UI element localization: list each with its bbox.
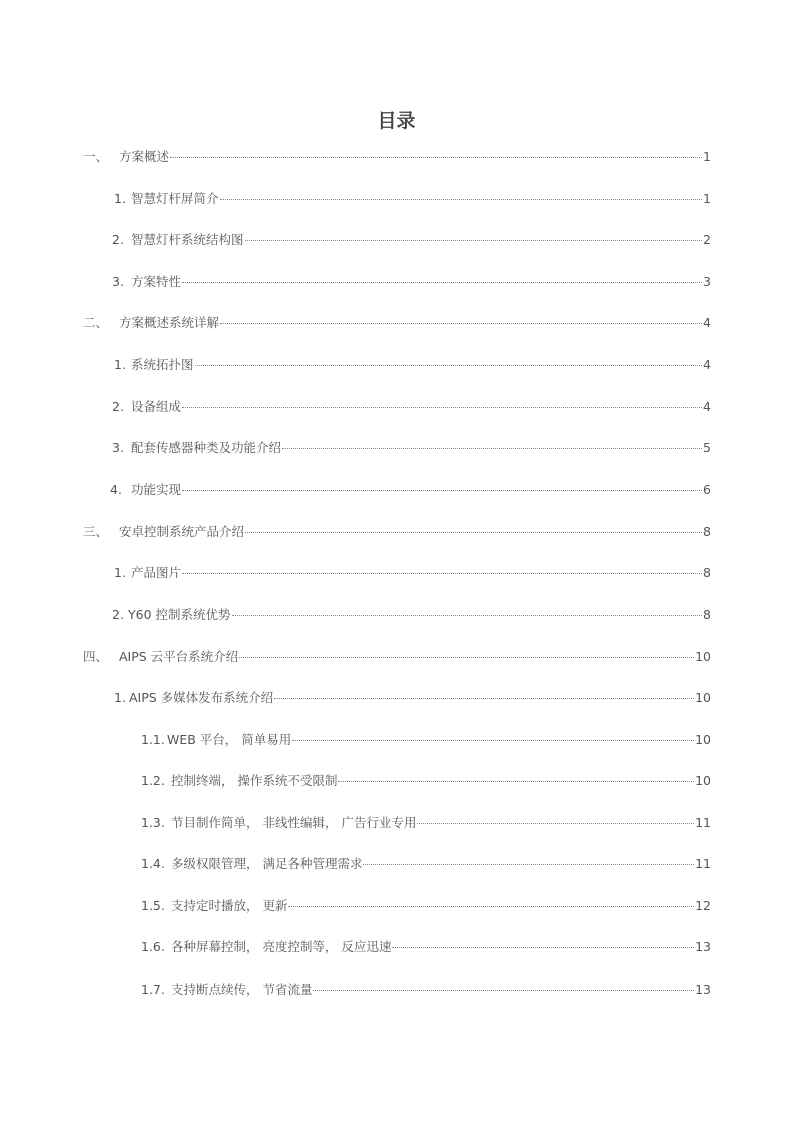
toc-entry-label: AIPS 云平台系统介绍 xyxy=(119,649,239,664)
toc-leader xyxy=(232,615,703,616)
toc-entry-label: Y60 控制系统优势 xyxy=(128,607,231,622)
toc-leader xyxy=(292,740,694,741)
toc-entry[interactable] xyxy=(141,898,711,914)
toc-leader xyxy=(392,947,694,948)
toc-entry[interactable] xyxy=(83,524,711,540)
toc-entry[interactable] xyxy=(141,856,711,872)
toc-entry-page: 12 xyxy=(695,898,711,913)
toc-leader xyxy=(220,323,702,324)
toc-entry-label: 支持定时播放， 更新 xyxy=(171,898,288,913)
toc-entry-number: 三、 xyxy=(83,524,109,539)
toc-title: 目录 xyxy=(377,110,416,132)
toc-leader xyxy=(182,282,702,283)
toc-entry-page: 8 xyxy=(703,565,711,580)
toc-entry-number: 1.1. xyxy=(141,732,165,747)
toc-leader xyxy=(170,157,702,158)
toc-entry-page: 10 xyxy=(695,732,711,747)
toc-entry-number: 1. xyxy=(114,690,126,705)
toc-entry-number: 3. xyxy=(112,440,124,455)
toc-entry[interactable] xyxy=(83,149,711,165)
toc-entry-label: 配套传感器种类及功能介绍 xyxy=(131,440,282,455)
toc-entry-label: 智慧灯杆系统结构图 xyxy=(131,232,244,247)
toc-entry-number: 四、 xyxy=(83,649,109,664)
toc-entry-page: 4 xyxy=(703,399,711,414)
toc-entry-number: 1. xyxy=(114,191,126,206)
toc-entry[interactable] xyxy=(83,315,711,331)
toc-entry-page: 8 xyxy=(703,607,711,622)
toc-leader xyxy=(282,448,702,449)
toc-entry-page: 2 xyxy=(703,232,711,247)
toc-leader xyxy=(274,698,694,699)
toc-entry-number: 1.7. xyxy=(141,982,165,997)
toc-entry-page: 13 xyxy=(695,939,711,954)
toc-entry-number: 2. xyxy=(112,399,124,414)
toc-entry-number: 一、 xyxy=(83,149,109,164)
toc-entry[interactable] xyxy=(112,399,711,415)
toc-entry[interactable] xyxy=(114,565,711,581)
toc-entry-number: 4. xyxy=(110,482,122,497)
toc-entry-number: 1.3. xyxy=(141,815,165,830)
toc-entry-number: 1.5. xyxy=(141,898,165,913)
toc-entry-label: 方案概述 xyxy=(119,149,170,164)
toc-leader xyxy=(182,573,702,574)
toc-entry-label: 设备组成 xyxy=(131,399,182,414)
toc-entry[interactable] xyxy=(114,690,711,706)
toc-leader xyxy=(239,657,694,658)
toc-leader xyxy=(182,490,702,491)
toc-entry-label: 各种屏幕控制， 亮度控制等， 反应迅速 xyxy=(171,939,392,954)
toc-entry-label: 功能实现 xyxy=(131,482,182,497)
toc-entry[interactable] xyxy=(114,357,711,373)
toc-entry-page: 11 xyxy=(695,856,711,871)
toc-entry-label: 方案特性 xyxy=(131,274,182,289)
toc-leader xyxy=(182,407,702,408)
toc-entry-page: 6 xyxy=(703,482,711,497)
toc-entry-number: 2. xyxy=(112,232,124,247)
toc-entry-label: 方案概述系统详解 xyxy=(119,315,220,330)
toc-entry-page: 4 xyxy=(703,357,711,372)
toc-entry-label: 智慧灯杆屏简介 xyxy=(131,191,219,206)
toc-entry[interactable] xyxy=(112,607,711,623)
toc-entry-number: 1.4. xyxy=(141,856,165,871)
toc-entry-page: 8 xyxy=(703,524,711,539)
toc-leader xyxy=(245,532,702,533)
toc-entry[interactable] xyxy=(141,773,711,789)
toc-entry-number: 1.6. xyxy=(141,939,165,954)
toc-leader xyxy=(220,199,703,200)
toc-leader xyxy=(313,990,694,991)
toc-entry-page: 5 xyxy=(703,440,711,455)
toc-entry-page: 3 xyxy=(703,274,711,289)
toc-leader xyxy=(195,365,703,366)
toc-entry[interactable] xyxy=(112,440,711,456)
toc-entry-label: 产品图片 xyxy=(131,565,182,580)
toc-entry-label: WEB 平台， 简单易用 xyxy=(167,732,292,747)
toc-entry-label: 系统拓扑图 xyxy=(131,357,194,372)
toc-entry-page: 11 xyxy=(695,815,711,830)
toc-entry[interactable] xyxy=(112,232,711,248)
toc-entry-page: 10 xyxy=(695,649,711,664)
toc-entry[interactable] xyxy=(83,649,711,665)
toc-entry[interactable] xyxy=(141,815,711,831)
toc-entry[interactable] xyxy=(141,732,711,748)
toc-leader xyxy=(338,781,694,782)
toc-entry-label: AIPS 多媒体发布系统介绍 xyxy=(129,690,274,705)
toc-entry-number: 1.2. xyxy=(141,773,165,788)
toc-entry[interactable] xyxy=(110,482,711,498)
toc-entry-number: 1. xyxy=(114,565,126,580)
toc-leader xyxy=(245,240,703,241)
toc-leader xyxy=(363,864,694,865)
toc-entry-label: 支持断点续传， 节省流量 xyxy=(171,982,313,997)
toc-entry[interactable] xyxy=(141,939,711,955)
toc-entry-number: 3. xyxy=(112,274,124,289)
toc-entry[interactable] xyxy=(141,982,711,998)
toc-entry-label: 控制终端， 操作系统不受限制 xyxy=(171,773,338,788)
toc-entry-page: 10 xyxy=(695,690,711,705)
toc-entry-label: 多级权限管理， 满足各种管理需求 xyxy=(171,856,363,871)
toc-entry[interactable] xyxy=(112,274,711,290)
toc-entry-page: 1 xyxy=(703,191,711,206)
toc-leader xyxy=(417,823,694,824)
toc-entry-page: 10 xyxy=(695,773,711,788)
toc-entry-page: 4 xyxy=(703,315,711,330)
toc-entry-page: 1 xyxy=(703,149,711,164)
toc-entry[interactable] xyxy=(114,191,711,207)
toc-entry-page: 13 xyxy=(695,982,711,997)
toc-leader xyxy=(288,906,694,907)
toc-entry-label: 节目制作简单， 非线性编辑， 广告行业专用 xyxy=(171,815,417,830)
toc-entry-label: 安卓控制系统产品介绍 xyxy=(119,524,245,539)
toc-entry-number: 2. xyxy=(112,607,124,622)
toc-entry-number: 二、 xyxy=(83,315,109,330)
toc-entry-number: 1. xyxy=(114,357,126,372)
